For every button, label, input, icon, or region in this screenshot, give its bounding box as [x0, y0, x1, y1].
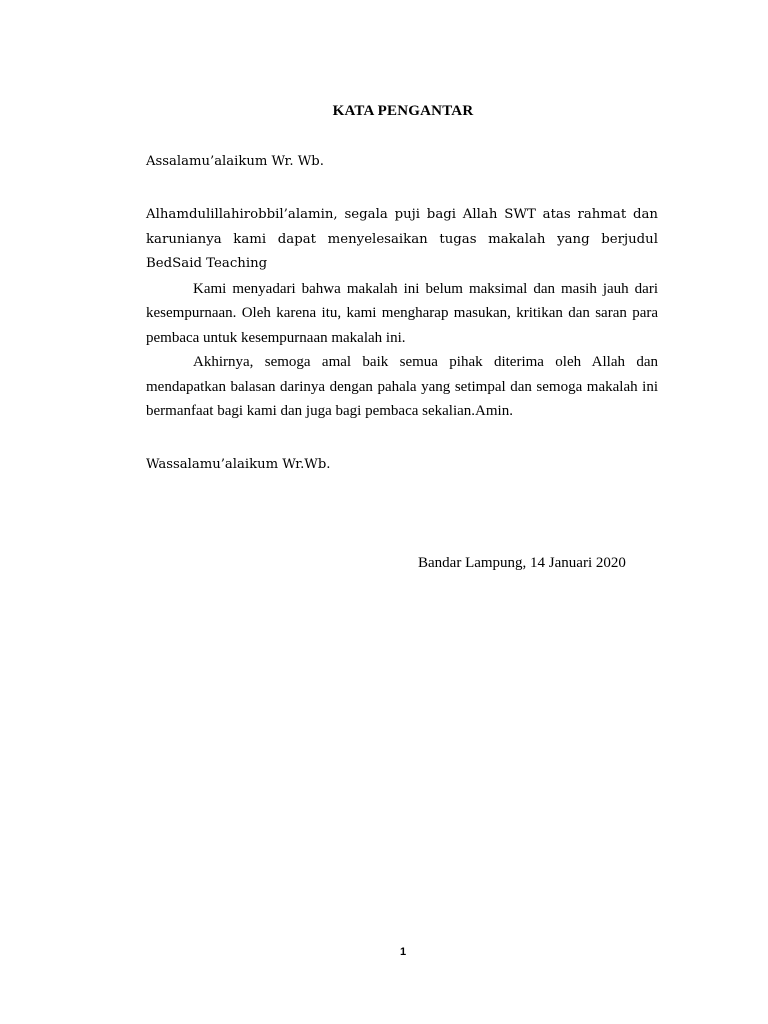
page-title: KATA PENGANTAR	[332, 103, 474, 119]
place-date: Bandar Lampung, 14 Januari 2020	[418, 555, 626, 571]
closing-text: Wassalamu’alaikum Wr.Wb.	[146, 457, 331, 472]
greeting-text: Assalamu’alaikum Wr. Wb.	[146, 154, 324, 169]
paragraph-acknowledgement: Kami menyadari bahwa makalah ini belum maksimal dan masih jauh dari kesempurnaan. Oleh karena itu, kami mengharap masukan, kritikan dan saran para pembaca untuk kesempurnaan makalah ini.	[146, 280, 658, 346]
paragraph-conclusion: Akhirnya, semoga amal baik semua pihak diterima oleh Allah dan mendapatkan balasan darinya dengan pahala yang setimpal dan semoga makalah ini bermanfaat bagi kami dan juga bagi pembaca sekalian.Amin.	[146, 354, 658, 419]
document-body	[146, 203, 658, 424]
page-number: 1	[399, 946, 407, 958]
paragraph-opening: Alhamdulillahirobbil’alamin, segala puji bagi Allah SWT atas rahmat dan karunianya kami dapat menyelesaikan tugas makalah yang berjudul BedSaid Teaching	[146, 207, 658, 271]
